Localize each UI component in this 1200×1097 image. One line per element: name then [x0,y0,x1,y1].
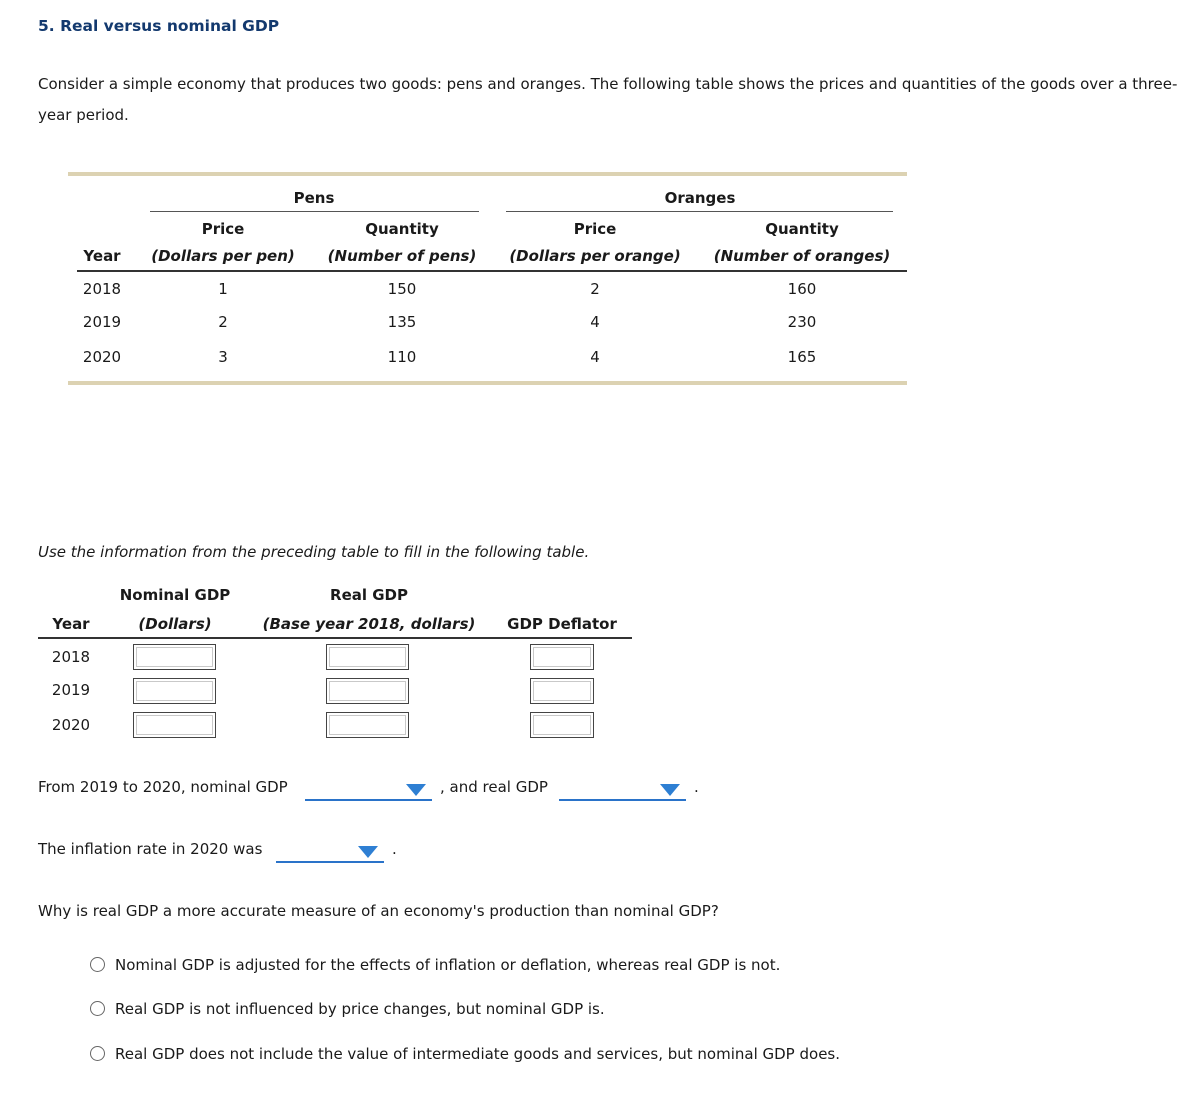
cell-pen-price: 2 [218,313,228,331]
gdp-table-header-rule [38,637,632,639]
header-orange-qty-unit: (Number of oranges) [713,247,891,265]
inflation-rate-dropdown[interactable] [276,839,384,863]
radio-circle-icon[interactable] [90,957,105,972]
cell-orange-price: 2 [590,280,600,298]
header-pen-qty-unit: (Number of pens) [327,247,477,265]
cell-orange-qty: 230 [787,313,817,331]
sentence2-prefix: The inflation rate in 2020 was [38,840,263,858]
instruction-text: Use the information from the preceding table to fill in the following table. [38,543,590,561]
radio-circle-icon[interactable] [90,1046,105,1061]
gdp-deflator-2018-input[interactable] [530,644,594,670]
cell-orange-qty: 160 [787,280,817,298]
sentence2-end: . [392,840,397,858]
cell-pen-qty: 110 [387,348,417,366]
header-year: Year [83,247,121,265]
radio-circle-icon[interactable] [90,1001,105,1016]
cell-orange-qty: 165 [787,348,817,366]
nominal-gdp-2019-input[interactable] [133,678,216,704]
group-header-pens: Pens [293,189,335,207]
mc-option-label[interactable]: Nominal GDP is adjusted for the effects of inflation or deflation, whereas real GDP is not. [115,956,781,974]
dropdown-triangle-icon [406,784,426,796]
nominal-gdp-change-dropdown[interactable] [305,777,432,801]
header-real-gdp: Real GDP [330,586,408,604]
cell-orange-price: 4 [590,348,600,366]
oranges-group-rule [506,211,893,212]
header-real-unit: (Base year 2018, dollars) [262,615,476,633]
header-orange-qty: Quantity [765,220,839,238]
dropdown-triangle-icon [660,784,680,796]
group-header-oranges: Oranges [664,189,736,207]
question-intro: Consider a simple economy that produces two goods: pens and oranges. The following table shows the prices and quantities of the goods over a three-year period. [38,75,1178,124]
row-year-2020: 2020 [51,716,91,734]
sentence1-prefix: From 2019 to 2020, nominal GDP [38,778,288,796]
real-gdp-2018-input[interactable] [326,644,409,670]
cell-pen-qty: 150 [387,280,417,298]
header-nominal-unit: (Dollars) [138,615,212,633]
header-orange-price: Price [573,220,617,238]
cell-year: 2020 [82,348,122,366]
header-pen-price: Price [201,220,245,238]
table-top-rule [68,172,907,176]
cell-pen-price: 1 [218,280,228,298]
cell-year: 2018 [82,280,122,298]
gdp-deflator-2019-input[interactable] [530,678,594,704]
dropdown-triangle-icon [358,846,378,858]
header-gdp-deflator: GDP Deflator [507,615,617,633]
cell-pen-price: 3 [218,348,228,366]
real-gdp-2020-input[interactable] [326,712,409,738]
row-year-2019: 2019 [51,681,91,699]
mc-question: Why is real GDP a more accurate measure of an economy's production than nominal GDP? [38,902,719,920]
question-title: 5. Real versus nominal GDP [38,17,280,35]
cell-orange-price: 4 [590,313,600,331]
pens-group-rule [150,211,479,212]
table-bottom-rule [68,381,907,385]
cell-pen-qty: 135 [387,313,417,331]
real-gdp-2019-input[interactable] [326,678,409,704]
gdp-deflator-2020-input[interactable] [530,712,594,738]
header-pen-qty: Quantity [365,220,439,238]
mc-option-label[interactable]: Real GDP is not influenced by price changes, but nominal GDP is. [115,1000,605,1018]
table-header-rule [77,270,907,272]
header-orange-price-unit: (Dollars per orange) [509,247,681,265]
nominal-gdp-2020-input[interactable] [133,712,216,738]
cell-year: 2019 [82,313,122,331]
header-nominal-gdp: Nominal GDP [119,586,231,604]
header-pen-price-unit: (Dollars per pen) [151,247,295,265]
row-year-2018: 2018 [51,648,91,666]
nominal-gdp-2018-input[interactable] [133,644,216,670]
real-gdp-change-dropdown[interactable] [559,777,686,801]
sentence1-middle: , and real GDP [440,778,548,796]
sentence1-end: . [694,778,699,796]
mc-option-label[interactable]: Real GDP does not include the value of intermediate goods and services, but nominal GDP does. [115,1045,841,1063]
header-year: Year [52,615,90,633]
